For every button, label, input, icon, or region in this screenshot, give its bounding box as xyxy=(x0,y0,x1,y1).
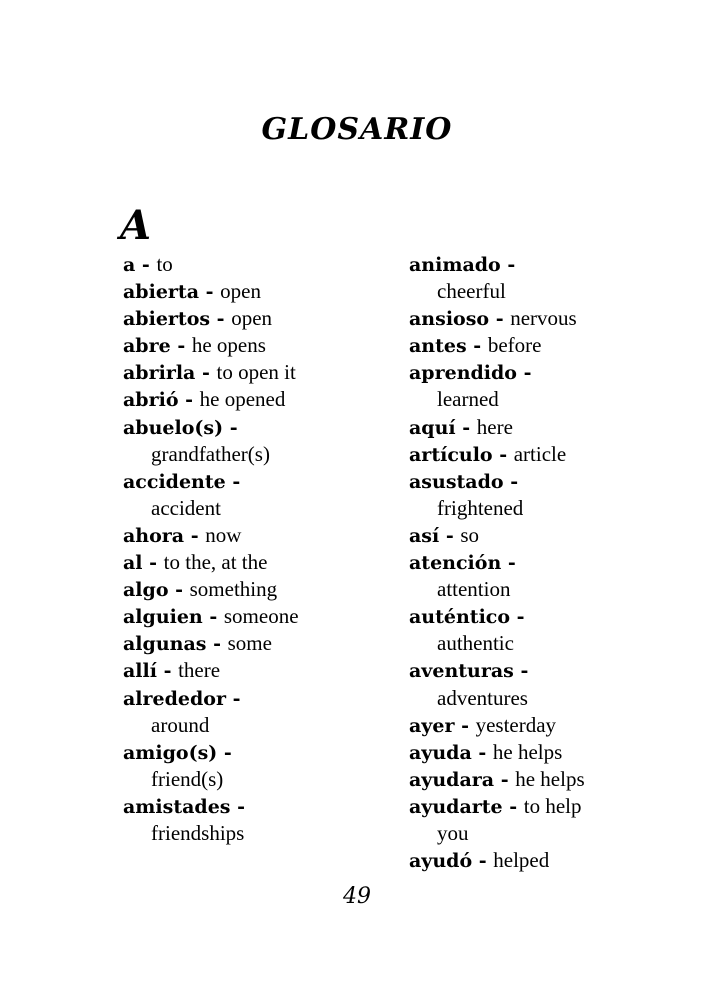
glossary-term: abre xyxy=(123,335,171,358)
glossary-term: amigo(s) xyxy=(123,741,218,764)
glossary-definition: some xyxy=(227,631,272,656)
glossary-entry xyxy=(409,251,659,278)
term-separator: - xyxy=(501,552,516,575)
glossary-definition: open xyxy=(220,279,261,304)
glossary-entry xyxy=(123,278,393,305)
glossary-definition-continued: learned xyxy=(437,387,499,412)
glossary-definition: he opened xyxy=(199,387,286,412)
term-separator: - xyxy=(184,524,206,547)
glossary-term: abrió xyxy=(123,389,179,412)
glossary-term: ayudarte xyxy=(409,795,503,818)
glossary-entry xyxy=(123,793,393,820)
glossary-term: aventuras xyxy=(409,660,514,683)
glossary-term: alguien xyxy=(123,606,203,629)
term-separator: - xyxy=(516,362,532,385)
glossary-entry xyxy=(123,739,393,766)
glossary-entry xyxy=(123,576,393,603)
glossary-column-right xyxy=(409,251,659,874)
glossary-definition: to help xyxy=(523,793,582,818)
glossary-definition-continued: around xyxy=(151,712,210,737)
glossary-entry xyxy=(123,332,393,359)
glossary-entry xyxy=(409,712,659,739)
glossary-term: auténtico xyxy=(409,606,511,629)
glossary-entry xyxy=(123,414,393,441)
term-separator: - xyxy=(195,362,217,385)
term-separator: - xyxy=(217,741,232,764)
glossary-entry xyxy=(123,359,393,386)
page-number: 49 xyxy=(343,884,371,909)
glossary-entry xyxy=(409,766,659,793)
term-separator: - xyxy=(135,254,157,276)
glossary-column-left xyxy=(123,251,393,847)
term-separator: - xyxy=(199,281,221,304)
term-separator: - xyxy=(230,795,246,818)
term-separator: - xyxy=(439,524,461,547)
glossary-definition: he helps xyxy=(515,766,585,791)
glossary-definition: to the, at the xyxy=(163,550,268,575)
term-separator: - xyxy=(225,470,241,493)
glossary-entry xyxy=(409,305,659,332)
glossary-definition: so xyxy=(460,522,480,547)
term-separator: - xyxy=(168,579,190,602)
section-letter: A xyxy=(120,202,152,249)
term-separator: - xyxy=(471,741,493,764)
glossary-definition-continued: accident xyxy=(151,495,221,520)
glossary-term: aquí xyxy=(409,416,456,439)
term-separator: - xyxy=(210,308,232,331)
glossary-entry xyxy=(123,549,393,576)
term-separator: - xyxy=(492,443,514,466)
term-separator: - xyxy=(500,254,516,276)
glossary-definition: there xyxy=(178,658,221,683)
glossary-term: ayudara xyxy=(409,768,495,791)
term-separator: - xyxy=(503,470,519,493)
term-separator: - xyxy=(223,416,238,439)
glossary-entry xyxy=(409,522,659,549)
term-separator: - xyxy=(142,552,164,575)
glossary-entry xyxy=(409,332,659,359)
glossary-term: al xyxy=(123,552,143,575)
glossary-definition: yesterday xyxy=(475,712,557,737)
term-separator: - xyxy=(472,850,494,873)
glossary-entry xyxy=(409,468,659,495)
glossary-definition: before xyxy=(487,333,542,358)
glossary-entry xyxy=(409,549,659,576)
glossary-definition: he helps xyxy=(492,739,563,764)
glossary-definition-continued: authentic xyxy=(437,631,514,656)
term-separator: - xyxy=(455,416,477,439)
glossary-definition-continued: you xyxy=(437,820,469,845)
glossary-definition: now xyxy=(205,522,242,547)
glossary-term: abiertos xyxy=(123,308,211,331)
term-separator: - xyxy=(513,660,529,683)
glossary-definition: here xyxy=(476,414,513,439)
glossary-definition-continued: grandfather(s) xyxy=(151,441,270,466)
glossary-definition: open xyxy=(231,306,273,331)
glossary-definition-continued: friendships xyxy=(151,820,245,845)
glossary-term: animado xyxy=(409,254,501,276)
glossary-term: artículo xyxy=(409,443,493,466)
glossary-entry xyxy=(123,305,393,332)
glossary-entry xyxy=(409,739,659,766)
glossary-definition: helped xyxy=(493,848,550,873)
glossary-entry xyxy=(123,603,393,630)
term-separator: - xyxy=(454,714,476,737)
glossary-term: abrirla xyxy=(123,362,196,385)
glossary-definition-continued: adventures xyxy=(437,685,528,710)
glossary-term: abuelo(s) xyxy=(123,416,224,439)
term-separator: - xyxy=(494,768,516,791)
glossary-term: ayuda xyxy=(409,741,472,764)
glossary-term: ahora xyxy=(123,524,185,547)
glossary-definition-continued: friend(s) xyxy=(151,766,224,791)
term-separator: - xyxy=(170,335,192,358)
glossary-entry xyxy=(409,847,659,874)
glossary-entry xyxy=(123,386,393,413)
term-separator: - xyxy=(206,633,228,656)
glossary-definition: to xyxy=(156,252,173,276)
glossary-entry xyxy=(409,603,659,630)
glossary-term: algo xyxy=(123,579,169,602)
glossary-term: atención xyxy=(409,552,502,575)
glossary-term: así xyxy=(409,524,440,547)
glossary-entry xyxy=(123,251,393,278)
glossary-entry xyxy=(123,468,393,495)
glossary-entry xyxy=(409,441,659,468)
glossary-term: ansioso xyxy=(409,308,490,331)
glossary-definition: to open it xyxy=(216,360,296,385)
glossary-definition-continued: attention xyxy=(437,577,511,602)
glossary-definition: he opens xyxy=(191,333,266,358)
glossary-entry xyxy=(409,414,659,441)
glossary-term: ayer xyxy=(409,714,455,737)
glossary-term: asustado xyxy=(409,470,504,493)
glossary-term: aprendido xyxy=(409,362,517,385)
page-title: GLOSARIO xyxy=(261,112,453,147)
term-separator: - xyxy=(178,389,200,412)
glossary-term: ayudó xyxy=(409,850,473,873)
glossary-term: amistades xyxy=(123,795,231,818)
glossary-entry xyxy=(409,359,659,386)
glossary-definition-continued: frightened xyxy=(437,495,524,520)
term-separator: - xyxy=(489,308,511,331)
glossary-term: a xyxy=(123,254,136,276)
glossary-term: allí xyxy=(123,660,157,683)
glossary-term: accidente xyxy=(123,470,226,493)
term-separator: - xyxy=(202,606,224,629)
glossary-definition: article xyxy=(513,441,567,466)
glossary-entry xyxy=(123,685,393,712)
glossary-term: antes xyxy=(409,335,467,358)
glossary-entry xyxy=(123,630,393,657)
glossary-definition: something xyxy=(189,577,278,602)
glossary-term: abierta xyxy=(123,281,199,304)
glossary-entry xyxy=(409,657,659,684)
term-separator: - xyxy=(502,795,524,818)
glossary-entry xyxy=(123,522,393,549)
glossary-definition: someone xyxy=(223,604,299,629)
term-separator: - xyxy=(510,606,525,629)
term-separator: - xyxy=(156,660,179,683)
glossary-term: alrededor xyxy=(123,687,226,710)
glossary-definition: nervous xyxy=(510,306,577,331)
glossary-definition-continued: cheerful xyxy=(437,279,506,304)
glossary-entry xyxy=(409,793,659,820)
term-separator: - xyxy=(225,687,241,710)
term-separator: - xyxy=(466,335,488,358)
glossary-entry xyxy=(123,657,393,684)
glossary-term: algunas xyxy=(123,633,207,656)
